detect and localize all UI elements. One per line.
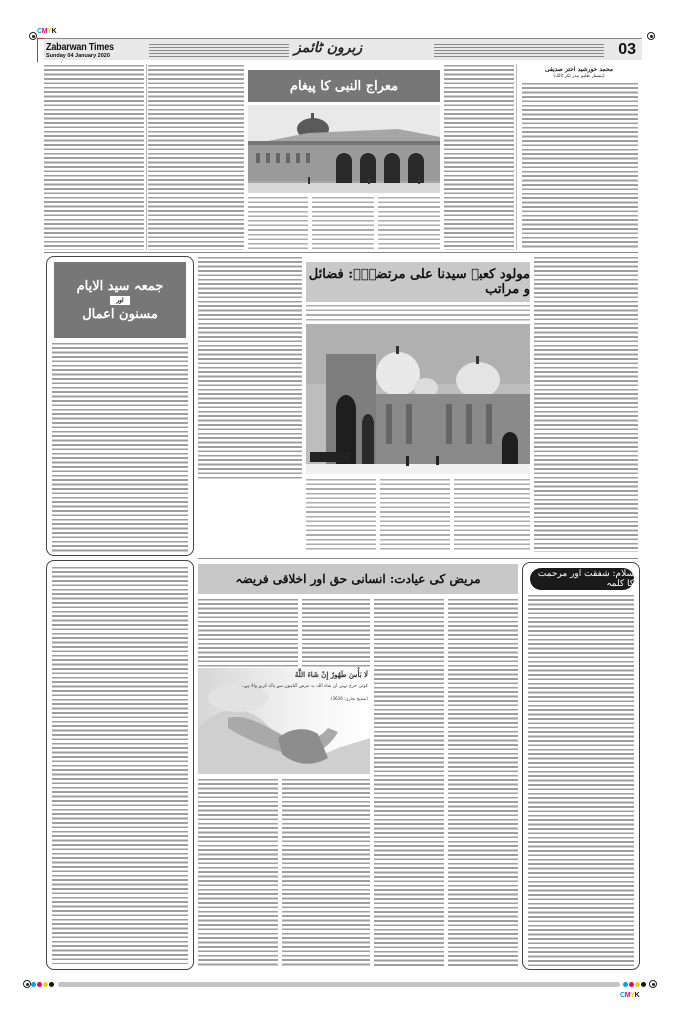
author-name: محمد خورشید اختر صدیقی (544, 66, 614, 73)
article-text-column (306, 304, 530, 322)
article-title-maulood: مولود کعبہ سیدنا علی مرتضیٰؓ: فضائل و مراتب (306, 262, 530, 302)
article-text-column (374, 598, 444, 968)
article-text-column (302, 598, 370, 668)
article-text-column (378, 196, 440, 250)
registration-mark-icon (647, 32, 655, 40)
article-text-column (448, 598, 518, 968)
cmyk-mark-top: CMYK (37, 28, 57, 35)
footer-bar (58, 982, 620, 987)
crop-line (37, 38, 38, 62)
article-text-column (198, 598, 298, 668)
photo-al-aqsa (248, 105, 440, 193)
paper-date: Sunday 04 January 2020 (46, 53, 110, 59)
article-text-column (534, 256, 638, 552)
column-divider (516, 64, 517, 250)
article-text-column (198, 256, 302, 480)
black-swatch (641, 982, 646, 987)
article-text-column (282, 778, 370, 968)
column-divider (146, 64, 147, 250)
article-text-column (522, 82, 638, 250)
article-text-column (306, 478, 376, 552)
cyan-swatch (623, 982, 628, 987)
article-title-jumma: جمعہ سید الایام اور مسنون اعمال (54, 262, 186, 338)
cyan-swatch (31, 982, 36, 987)
hadith-quote: لَا بَأْسَ طَهُورٌ إِنْ شَاءَ اللَّهُ (294, 670, 368, 679)
registration-mark-icon (29, 32, 37, 40)
page-number: 03 (618, 41, 636, 58)
magenta-swatch (629, 982, 634, 987)
article-text-column (52, 342, 188, 552)
masthead-rule-left (149, 44, 289, 57)
article-text-column (528, 594, 634, 966)
author-subtitle: (پنشنل تعلیم بیدر ٹکر ٹالک) (553, 74, 605, 79)
article-title-miraj: معراج النبی کا پیغام (248, 70, 440, 102)
article-text-column (148, 64, 244, 250)
article-text-column (198, 778, 278, 968)
yellow-swatch (635, 982, 640, 987)
article-text-column (248, 196, 308, 250)
article-text-column (44, 64, 144, 250)
article-text-column (312, 196, 374, 250)
cmyk-mark-bottom: CMYK (620, 992, 640, 999)
article-text-column (444, 64, 514, 250)
photo-blue-mosque (306, 324, 530, 474)
registration-mark-icon (23, 980, 31, 988)
yellow-swatch (43, 982, 48, 987)
registration-mark-icon (649, 980, 657, 988)
article-text-column (380, 478, 450, 552)
section-divider (198, 558, 638, 559)
magenta-swatch (37, 982, 42, 987)
urdu-logo: زبرون ٹائمز (294, 40, 363, 56)
hadith-source: (صحیح بخاری: 3616) (331, 696, 368, 701)
masthead-rule-right (434, 44, 604, 57)
article-text-column (52, 566, 188, 964)
hadith-caption: کوئی حرج نہیں ان شاء اللہ یہ مرض گناہوں سے پاک کرنے والا ہے۔ (241, 684, 368, 689)
black-swatch (49, 982, 54, 987)
masthead (44, 38, 642, 60)
section-divider (44, 252, 638, 253)
article-title-mareez: مریض کی عیادت: انسانی حق اور اخلاقی فریضہ (198, 564, 518, 594)
article-text-column (454, 478, 530, 552)
article-title-salam: سلام: شفقت اور مرحمت کا کلمہ (530, 568, 634, 590)
paper-name: Zabarwan Times (46, 42, 114, 53)
